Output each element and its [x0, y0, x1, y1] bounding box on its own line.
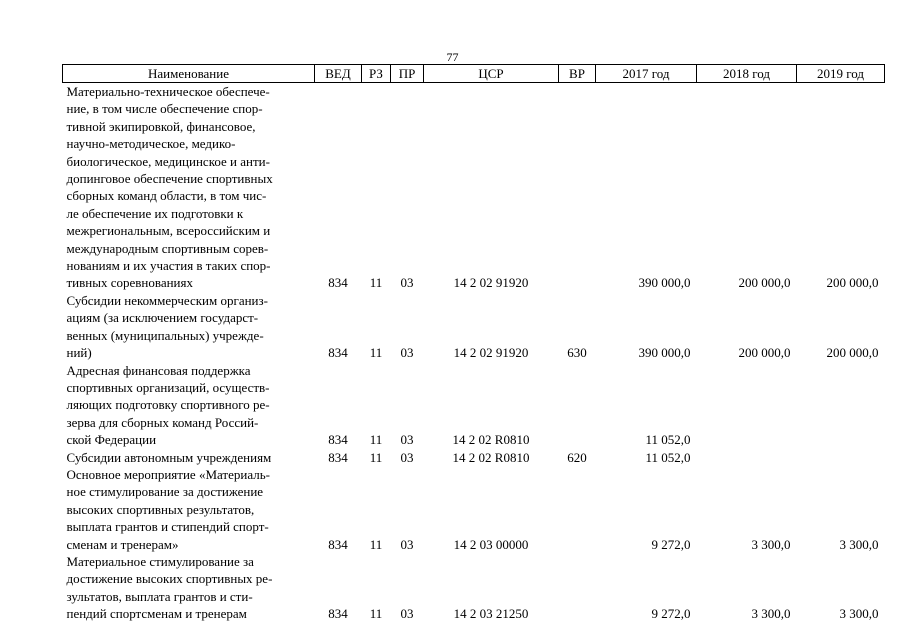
row-csr: 14 2 02 91920 [453, 275, 529, 291]
row-name-line: сборных команд области, в том чис- [66, 188, 267, 204]
table-row [63, 83, 885, 292]
row-2017: 11 052,0 [645, 432, 691, 448]
table-row [63, 362, 885, 449]
header-pr: ПР [391, 65, 424, 83]
row-rz: 11 [369, 449, 383, 465]
row-2018 [697, 449, 797, 466]
row-vr [559, 553, 596, 623]
row-2018: 200 000,0 [738, 345, 791, 361]
header-ved: ВЕД [315, 65, 362, 83]
row-name-line: международным спортивным сорев- [66, 240, 269, 256]
row-pr: 03 [400, 449, 414, 465]
row-pr: 03 [400, 432, 414, 448]
row-2019 [797, 362, 885, 449]
row-2018 [697, 362, 797, 449]
header-rz: РЗ [362, 65, 391, 83]
row-name [63, 553, 315, 623]
row-name-line: Материально-техническое обеспече- [66, 84, 270, 99]
row-rz: 11 [369, 345, 383, 361]
row-2018: 3 300,0 [751, 536, 791, 552]
row-name-line: спортивных организаций, осуществ- [66, 379, 270, 395]
row-2017: 390 000,0 [638, 345, 691, 361]
row-2019 [797, 449, 885, 466]
row-name-line: высоких спортивных результатов, [66, 501, 255, 517]
row-name-line: ний) [66, 345, 92, 361]
row-name-line: пендий спортсменам и тренерам [66, 606, 247, 622]
row-pr: 03 [400, 275, 414, 291]
row-name-line: ние, в том числе обеспечение спор- [66, 101, 263, 117]
row-ved: 834 [328, 449, 348, 465]
header-vr: ВР [559, 65, 596, 83]
row-2019: 200 000,0 [826, 275, 879, 291]
row-name [63, 292, 315, 362]
header-2018: 2018 год [697, 65, 797, 83]
row-rz: 11 [369, 606, 383, 622]
row-ved: 834 [328, 432, 348, 448]
table-row [63, 449, 885, 466]
row-name-line: ациям (за исключением государст- [66, 310, 259, 326]
row-name-line: сменам и тренерам» [66, 536, 179, 552]
row-ved: 834 [328, 606, 348, 622]
row-csr: 14 2 02 R0810 [452, 449, 530, 465]
header-2017: 2017 год [596, 65, 697, 83]
row-name-line: зерва для сборных команд Россий- [66, 414, 259, 430]
row-name-line: допинговое обеспечение спортивных [66, 171, 273, 187]
row-2017: 11 052,0 [645, 449, 691, 465]
row-name-line: тивных соревнованиях [66, 275, 193, 291]
row-name-line: ской Федерации [66, 432, 157, 448]
row-name-line: ле обеспечение их подготовки к [66, 205, 244, 221]
row-name-line: тивной экипировкой, финансовое, [66, 118, 256, 134]
row-name-line: нованиям и их участия в таких спор- [66, 258, 271, 274]
row-csr: 14 2 03 21250 [453, 606, 529, 622]
row-name-line: выплата грантов и стипендий спорт- [66, 519, 269, 535]
row-name [63, 83, 315, 292]
row-vr [559, 466, 596, 553]
row-pr: 03 [400, 606, 414, 622]
row-name-line: Основное мероприятие «Материаль- [66, 466, 270, 482]
row-name-line: биологическое, медицинское и анти- [66, 153, 270, 169]
table-row [63, 292, 885, 362]
row-2017: 9 272,0 [651, 606, 691, 622]
row-name-line: Адресная финансовая поддержка [66, 362, 251, 378]
row-name-line: зультатов, выплата грантов и сти- [66, 588, 253, 604]
row-rz: 11 [369, 432, 383, 448]
budget-table [62, 64, 885, 623]
row-2019: 3 300,0 [839, 606, 879, 622]
table-body [63, 83, 885, 623]
header-name: Наименование [63, 65, 315, 83]
row-vr: 620 [567, 449, 587, 465]
row-name-line: достижение высоких спортивных ре- [66, 571, 273, 587]
row-csr: 14 2 02 R0810 [452, 432, 530, 448]
row-name-line: научно-методическое, медико- [66, 136, 236, 152]
row-name-line: Субсидии автономным учреждениям [66, 449, 272, 465]
row-csr: 14 2 03 00000 [453, 536, 529, 552]
row-2018: 3 300,0 [751, 606, 791, 622]
row-pr: 03 [400, 345, 414, 361]
row-2019: 200 000,0 [826, 345, 879, 361]
row-name-line: Материальное стимулирование за [66, 553, 254, 569]
row-name-line: Субсидии некоммерческим организ- [66, 292, 268, 308]
row-ved: 834 [328, 536, 348, 552]
table-row [63, 466, 885, 553]
row-csr: 14 2 02 91920 [453, 345, 529, 361]
row-name-line: межрегиональным, всероссийским и [66, 223, 271, 239]
row-2018: 200 000,0 [738, 275, 791, 291]
row-name [63, 362, 315, 449]
row-pr: 03 [400, 536, 414, 552]
row-vr [559, 362, 596, 449]
row-name-line: ляющих подготовку спортивного ре- [66, 397, 270, 413]
row-ved: 834 [328, 275, 348, 291]
row-rz: 11 [369, 536, 383, 552]
row-2019: 3 300,0 [839, 536, 879, 552]
header-csr: ЦСР [424, 65, 559, 83]
row-name-line: ное стимулирование за достижение [66, 484, 264, 500]
row-vr [559, 83, 596, 292]
table-header-row [63, 65, 885, 83]
row-ved: 834 [328, 345, 348, 361]
row-name [63, 449, 315, 466]
row-rz: 11 [369, 275, 383, 291]
row-vr: 630 [567, 345, 587, 361]
row-name [63, 466, 315, 553]
page-number: 77 [446, 50, 459, 64]
row-2017: 9 272,0 [651, 536, 691, 552]
row-name-line: венных (муниципальных) учрежде- [66, 327, 264, 343]
header-2019: 2019 год [797, 65, 885, 83]
table-row [63, 553, 885, 623]
row-2017: 390 000,0 [638, 275, 691, 291]
